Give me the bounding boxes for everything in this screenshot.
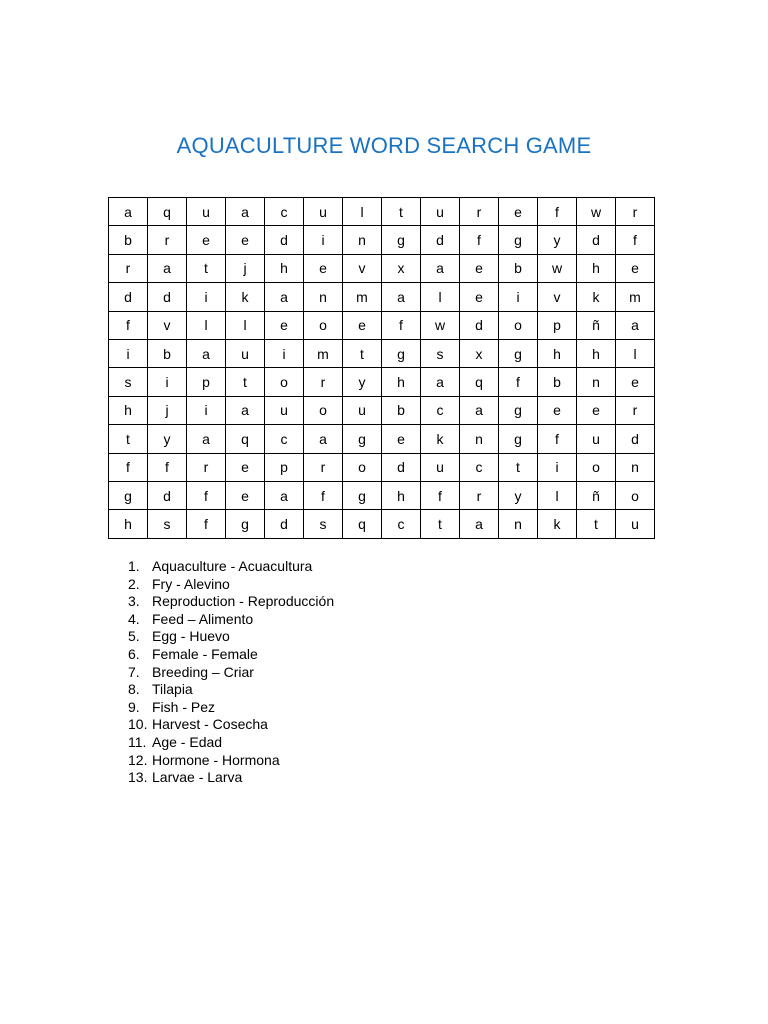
grid-cell[interactable]: s — [421, 339, 460, 367]
word-list — [128, 558, 334, 787]
grid-cell[interactable]: h — [382, 368, 421, 396]
grid-cell[interactable]: o — [616, 481, 655, 509]
word-list-item — [128, 734, 334, 752]
grid-cell[interactable]: a — [304, 425, 343, 453]
grid-cell[interactable]: d — [265, 226, 304, 254]
grid-cell[interactable]: l — [187, 311, 226, 339]
grid-cell[interactable]: j — [226, 254, 265, 282]
grid-cell[interactable]: m — [616, 283, 655, 311]
grid-row — [109, 453, 655, 481]
grid-cell[interactable]: t — [187, 254, 226, 282]
grid-cell[interactable]: g — [382, 339, 421, 367]
grid-cell[interactable]: p — [187, 368, 226, 396]
grid-cell[interactable]: u — [577, 425, 616, 453]
grid-cell[interactable]: a — [226, 198, 265, 226]
grid-cell[interactable]: b — [499, 254, 538, 282]
word-text: Fry - Alevino — [152, 575, 230, 592]
grid-cell[interactable]: g — [343, 425, 382, 453]
grid-cell[interactable]: t — [421, 510, 460, 538]
grid-cell[interactable]: e — [382, 425, 421, 453]
grid-cell[interactable]: h — [577, 254, 616, 282]
word-list-item — [128, 558, 334, 576]
grid-cell[interactable]: a — [187, 339, 226, 367]
grid-cell[interactable]: k — [421, 425, 460, 453]
grid-cell[interactable]: g — [109, 481, 148, 509]
grid-cell[interactable]: e — [460, 283, 499, 311]
grid-cell[interactable]: d — [148, 283, 187, 311]
word-text: Fish - Pez — [152, 698, 216, 715]
grid-cell[interactable]: n — [343, 226, 382, 254]
grid-cell[interactable]: q — [460, 368, 499, 396]
grid-row — [109, 254, 655, 282]
grid-cell[interactable]: l — [226, 311, 265, 339]
grid-cell[interactable]: u — [187, 198, 226, 226]
grid-cell[interactable]: t — [382, 198, 421, 226]
grid-cell[interactable]: f — [538, 198, 577, 226]
grid-cell[interactable]: q — [226, 425, 265, 453]
grid-cell[interactable]: e — [616, 254, 655, 282]
grid-cell[interactable]: a — [382, 283, 421, 311]
grid-cell[interactable]: m — [304, 339, 343, 367]
grid-cell[interactable]: d — [109, 283, 148, 311]
grid-cell[interactable]: u — [421, 453, 460, 481]
word-list-item — [128, 769, 334, 787]
grid-cell[interactable]: r — [187, 453, 226, 481]
word-number: 9. — [128, 698, 140, 715]
grid-cell[interactable]: d — [382, 453, 421, 481]
grid-cell[interactable]: v — [148, 311, 187, 339]
grid-cell[interactable]: g — [226, 510, 265, 538]
grid-cell[interactable]: q — [343, 510, 382, 538]
grid-row — [109, 481, 655, 509]
word-text: Breeding – Criar — [152, 663, 254, 680]
grid-cell[interactable]: c — [421, 396, 460, 424]
word-number: 10. — [128, 716, 148, 733]
grid-cell[interactable]: a — [109, 198, 148, 226]
grid-cell[interactable]: a — [460, 396, 499, 424]
grid-cell[interactable]: e — [577, 396, 616, 424]
grid-cell[interactable]: a — [421, 368, 460, 396]
grid-cell[interactable]: k — [538, 510, 577, 538]
grid-cell[interactable]: e — [226, 226, 265, 254]
grid-cell[interactable]: t — [109, 425, 148, 453]
word-number: 11. — [128, 733, 147, 750]
grid-cell[interactable]: r — [109, 254, 148, 282]
grid-cell[interactable]: h — [265, 254, 304, 282]
word-text: Larvae - Larva — [152, 769, 243, 786]
grid-cell[interactable]: r — [304, 453, 343, 481]
word-list-item — [128, 611, 334, 629]
grid-cell[interactable]: l — [343, 198, 382, 226]
grid-cell[interactable]: f — [460, 226, 499, 254]
grid-cell[interactable]: c — [265, 425, 304, 453]
grid-cell[interactable]: u — [304, 198, 343, 226]
grid-cell[interactable]: e — [304, 254, 343, 282]
grid-cell[interactable]: r — [304, 368, 343, 396]
grid-cell[interactable]: e — [226, 453, 265, 481]
grid-cell[interactable]: f — [148, 453, 187, 481]
grid-cell[interactable]: a — [460, 510, 499, 538]
grid-cell[interactable]: e — [343, 311, 382, 339]
grid-cell[interactable]: r — [616, 396, 655, 424]
grid-cell[interactable]: e — [616, 368, 655, 396]
grid-cell[interactable]: i — [265, 339, 304, 367]
word-number: 5. — [128, 628, 140, 645]
grid-cell[interactable]: ñ — [577, 481, 616, 509]
grid-cell[interactable]: o — [265, 368, 304, 396]
grid-cell[interactable]: f — [538, 425, 577, 453]
grid-cell[interactable]: h — [109, 510, 148, 538]
grid-cell[interactable]: h — [382, 481, 421, 509]
word-number: 2. — [128, 575, 140, 592]
word-text: Reproduction - Reproducción — [152, 593, 335, 610]
grid-cell[interactable]: s — [304, 510, 343, 538]
grid-cell[interactable]: f — [421, 481, 460, 509]
grid-cell[interactable]: h — [577, 339, 616, 367]
grid-cell[interactable]: ñ — [577, 311, 616, 339]
grid-cell[interactable]: h — [538, 339, 577, 367]
grid-cell[interactable]: h — [109, 396, 148, 424]
word-list-item — [128, 646, 334, 664]
word-list-item — [128, 628, 334, 646]
grid-cell[interactable]: p — [265, 453, 304, 481]
grid-cell[interactable]: u — [226, 339, 265, 367]
grid-cell[interactable]: c — [265, 198, 304, 226]
grid-cell[interactable]: f — [304, 481, 343, 509]
grid-cell[interactable]: a — [148, 254, 187, 282]
grid-cell[interactable]: a — [421, 254, 460, 282]
grid-cell[interactable]: s — [148, 510, 187, 538]
grid-cell[interactable]: n — [577, 368, 616, 396]
grid-cell[interactable]: e — [226, 481, 265, 509]
grid-cell[interactable]: u — [421, 198, 460, 226]
word-number: 8. — [128, 681, 140, 698]
grid-cell[interactable]: n — [304, 283, 343, 311]
grid-row — [109, 283, 655, 311]
grid-cell[interactable]: s — [109, 368, 148, 396]
grid-cell[interactable]: o — [577, 453, 616, 481]
grid-cell[interactable]: i — [148, 368, 187, 396]
word-number: 4. — [128, 610, 140, 627]
grid-cell[interactable]: x — [460, 339, 499, 367]
grid-cell[interactable]: i — [187, 283, 226, 311]
word-number: 7. — [128, 663, 140, 680]
grid-cell[interactable]: a — [265, 481, 304, 509]
grid-cell[interactable]: c — [382, 510, 421, 538]
grid-cell[interactable]: v — [538, 283, 577, 311]
grid-cell[interactable]: w — [538, 254, 577, 282]
word-text: Harvest - Cosecha — [152, 716, 268, 733]
word-list-item — [128, 681, 334, 699]
grid-cell[interactable]: f — [187, 510, 226, 538]
grid-row — [109, 368, 655, 396]
grid-cell[interactable]: n — [616, 453, 655, 481]
grid-cell[interactable]: i — [499, 283, 538, 311]
grid-cell[interactable]: x — [382, 254, 421, 282]
grid-cell[interactable]: l — [538, 481, 577, 509]
grid-cell[interactable]: g — [382, 226, 421, 254]
grid-row — [109, 425, 655, 453]
grid-cell[interactable]: g — [499, 425, 538, 453]
grid-cell[interactable]: t — [577, 510, 616, 538]
grid-row — [109, 226, 655, 254]
grid-cell[interactable]: o — [304, 311, 343, 339]
word-text: Feed – Alimento — [152, 610, 254, 627]
grid-cell[interactable]: e — [265, 311, 304, 339]
word-number: 1. — [128, 558, 140, 574]
grid-cell[interactable]: d — [421, 226, 460, 254]
grid-cell[interactable]: r — [460, 481, 499, 509]
word-text: Hormone - Hormona — [152, 751, 280, 768]
word-list-item — [128, 593, 334, 611]
grid-cell[interactable]: j — [148, 396, 187, 424]
grid-cell[interactable]: b — [382, 396, 421, 424]
word-text: Age - Edad — [152, 733, 223, 750]
grid-cell[interactable]: b — [109, 226, 148, 254]
grid-body — [109, 198, 655, 539]
grid-cell[interactable]: i — [109, 339, 148, 367]
grid-cell[interactable]: g — [499, 226, 538, 254]
word-search-grid — [108, 197, 655, 539]
game-title: AQUACULTURE WORD SEARCH GAME — [176, 133, 592, 158]
grid-cell[interactable]: b — [538, 368, 577, 396]
grid-row — [109, 311, 655, 339]
grid-cell[interactable]: w — [421, 311, 460, 339]
grid-cell[interactable]: k — [577, 283, 616, 311]
grid-cell[interactable]: u — [616, 510, 655, 538]
grid-cell[interactable]: f — [109, 453, 148, 481]
grid-cell[interactable]: e — [187, 226, 226, 254]
word-text: Aquaculture - Acuacultura — [152, 558, 313, 574]
grid-cell[interactable]: i — [304, 226, 343, 254]
grid-cell[interactable]: d — [577, 226, 616, 254]
grid-cell[interactable]: o — [343, 453, 382, 481]
grid-cell[interactable]: o — [499, 311, 538, 339]
grid-cell[interactable]: y — [148, 425, 187, 453]
grid-cell[interactable]: f — [382, 311, 421, 339]
word-text: Female - Female — [152, 645, 258, 662]
grid-cell[interactable]: f — [616, 226, 655, 254]
grid-cell[interactable]: r — [616, 198, 655, 226]
word-list-item — [128, 752, 334, 770]
grid-cell[interactable]: k — [226, 283, 265, 311]
grid-cell[interactable]: t — [343, 339, 382, 367]
word-text: Egg - Huevo — [152, 628, 230, 645]
grid-cell[interactable]: f — [499, 368, 538, 396]
grid-cell[interactable]: i — [538, 453, 577, 481]
word-text: Tilapia — [152, 681, 193, 698]
grid-cell[interactable]: u — [265, 396, 304, 424]
word-number: 13. — [128, 769, 148, 786]
grid-cell[interactable]: a — [265, 283, 304, 311]
grid-row — [109, 198, 655, 226]
grid-cell[interactable]: d — [460, 311, 499, 339]
grid-cell[interactable]: i — [187, 396, 226, 424]
grid-cell[interactable]: t — [226, 368, 265, 396]
grid-cell[interactable]: a — [616, 311, 655, 339]
grid-cell[interactable]: v — [343, 254, 382, 282]
grid-cell[interactable]: r — [148, 226, 187, 254]
grid-cell[interactable]: a — [187, 425, 226, 453]
grid-cell[interactable]: e — [499, 198, 538, 226]
grid-cell[interactable]: f — [187, 481, 226, 509]
grid-cell[interactable]: y — [343, 368, 382, 396]
grid-cell[interactable]: f — [109, 311, 148, 339]
grid-cell[interactable]: o — [304, 396, 343, 424]
grid-cell[interactable]: q — [148, 198, 187, 226]
grid-cell[interactable]: e — [538, 396, 577, 424]
grid-cell[interactable]: b — [148, 339, 187, 367]
grid-cell[interactable]: l — [421, 283, 460, 311]
grid-cell[interactable]: d — [148, 481, 187, 509]
grid-cell[interactable]: n — [460, 425, 499, 453]
grid-cell[interactable]: t — [499, 453, 538, 481]
word-list-item — [128, 699, 334, 717]
grid-cell[interactable]: g — [499, 396, 538, 424]
grid-cell[interactable]: y — [499, 481, 538, 509]
word-list-item — [128, 576, 334, 594]
word-number: 12. — [128, 751, 148, 768]
grid-cell[interactable]: n — [499, 510, 538, 538]
grid-cell[interactable]: m — [343, 283, 382, 311]
grid-cell[interactable]: u — [343, 396, 382, 424]
grid-cell[interactable]: g — [343, 481, 382, 509]
grid-cell[interactable]: d — [265, 510, 304, 538]
grid-cell[interactable]: w — [577, 198, 616, 226]
word-number: 6. — [128, 645, 140, 662]
grid-row — [109, 510, 655, 538]
grid-cell[interactable]: p — [538, 311, 577, 339]
grid-cell[interactable]: r — [460, 198, 499, 226]
word-list-item — [128, 716, 334, 734]
grid-cell[interactable]: d — [616, 425, 655, 453]
grid-cell[interactable]: c — [460, 453, 499, 481]
word-list-item — [128, 664, 334, 682]
grid-cell[interactable]: a — [226, 396, 265, 424]
grid-cell[interactable]: l — [616, 339, 655, 367]
grid-cell[interactable]: g — [499, 339, 538, 367]
grid-row — [109, 339, 655, 367]
grid-cell[interactable]: y — [538, 226, 577, 254]
grid-cell[interactable]: e — [460, 254, 499, 282]
word-number: 3. — [128, 593, 140, 610]
grid-row — [109, 396, 655, 424]
